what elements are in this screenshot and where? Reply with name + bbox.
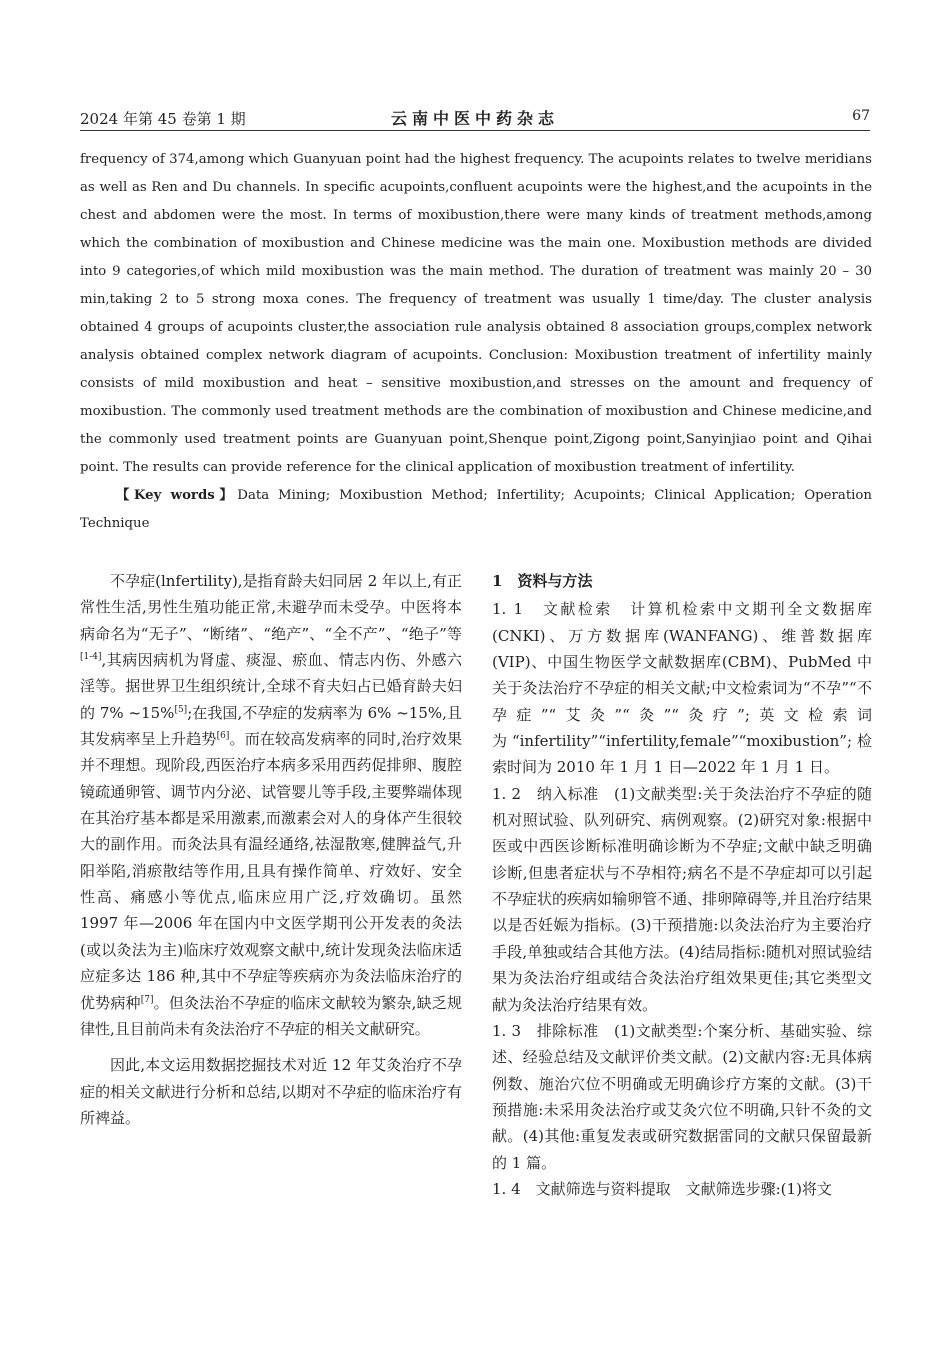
keywords-label: 【Key words】 (116, 488, 238, 503)
citation: [6] (216, 731, 230, 742)
citation: [1-4] (80, 652, 102, 663)
intro-text: 。而在较高发病率的同时,治疗效果并不理想。现阶段,西医治疗本病多采用西药促排卵、腹腔镜疏通卵管、调节内分泌、试管婴儿等手段,主要弊端体现在其治疗基本都是采用激素,而激素会对人的身体产生很较大的副作用。而灸法具有温经通络,祛湿散寒,健脾益气,升阳举陷,消瘀散结等作用,且具有操作简单、疗效好、安全性高、痛感小等优点,临床应用广泛,疗效确切。虽然 1997 年—2006 年在国内中文医学期刊公开发表的灸法(或以灸法为主)临床疗效观察文献中,统计发现灸法临床适应症多达 186 种,其中不孕症等疾病亦为灸法临床治疗的优势病种 (80, 730, 462, 1012)
intro-text: 。但灸法治不孕症的临床文献较为繁杂,缺乏规律性,且目前尚未有灸法治疗不孕症的相关文献研究。 (80, 993, 462, 1038)
intro-paragraph-1 (80, 568, 462, 1042)
intro-text: 不孕症(lnfertility),是指育龄夫妇同居 2 年以上,有正常性生活,男性生殖功能正常,未避孕而未受孕。中医将本病命名为“无子”、“断绪”、“绝产”、“全不产”、“绝子”等 (80, 572, 462, 643)
citation: [5] (174, 704, 188, 715)
citation: [7] (140, 994, 154, 1005)
left-column (80, 568, 462, 1131)
section-heading: 1 资料与方法 (492, 572, 593, 590)
intro-paragraph-2: 因此,本文运用数据挖掘技术对近 12 年艾灸治疗不孕症的相关文献进行分析和总结,以期对不孕症的临床治疗有所裨益。 (80, 1056, 462, 1127)
header-rule (80, 130, 870, 131)
intro-text: ,其病因病机为肾虚、痰湿、瘀血、情志内伤、外感六淫等。据世界卫生组织统计,全球不育夫妇占已婚育龄夫妇的 7% ~15% (80, 651, 462, 722)
english-abstract (80, 146, 872, 482)
subsection-1-4: 1. 4 文献筛选与资料提取 文献筛选步骤:(1)将文 (492, 1179, 832, 1198)
right-column (492, 568, 872, 1202)
subsection-1-2: 1. 2 纳入标准 (1)文献类型:关于灸法治疗不孕症的随机对照试验、队列研究、病例观察。(2)研究对象:根据中医或中西医诊断标准明确诊断为不孕症;文献中缺乏明确诊断,但患者症状与不孕相符;病名不是不孕症却可以引起不孕症状的疾病如输卵管不通、排卵障碍等,并且治疗结果以是否妊娠为指标。(3)干预措施:以灸法治疗为主要治疗手段,单独或结合其他方法。(4)结局指标:随机对照试验结果为灸法治疗组或结合灸法治疗组效果更佳;其它类型文献为灸法治疗结果有效。 (492, 784, 872, 1014)
keywords-text: Data Mining; Moxibustion Method; Infertility; Acupoints; Clinical Application; Operation Technique (80, 488, 872, 531)
intro-text: ;在我国,不孕症的发病率为 6% ~15%,且其发病率呈上升趋势 (80, 703, 462, 749)
subsection-1-3: 1. 3 排除标准 (1)文献类型:个案分析、基础实验、综述、经验总结及文献评价类文献。(2)文献内容:无具体病例数、施治穴位不明确或无明确诊疗方案的文献。(3)干预措施:未采用灸法治疗或艾灸穴位不明确,只针不灸的文献。(4)其他:重复发表或研究数据雷同的文献只保留最新的 1 篇。 (492, 1021, 872, 1172)
page-number: 67 (852, 108, 870, 124)
keywords (80, 482, 872, 538)
abstract-text: frequency of 374,among which Guanyuan point had the highest frequency. The acupoints relates to twelve meridians as well as Ren and Du channels. In specific acupoints,confluent acupoints were the highest,and the acupoints in the chest and abdomen were the most. In terms of moxibustion,there were many kinds of treatment methods,among which the combination of moxibustion and Chinese medicine was the main one. Moxibustion methods are divided into 9 categories,of which mild moxibustion was the main method. The duration of treatment was mainly 20 – 30 min,taking 2 to 5 strong moxa cones. The frequency of treatment was usually 1 time/day. The cluster analysis obtained 4 groups of acupoints cluster,the association rule analysis obtained 8 association groups,complex network analysis obtained complex network diagram of acupoints. Conclusion: Moxibustion treatment of infertility mainly consists of mild moxibustion and heat – sensitive moxibustion,and stresses on the amount and frequency of moxibustion. The commonly used treatment methods are the combination of moxibustion and Chinese medicine,and the commonly used treatment points are Guanyuan point,Shenque point,Zigong point,Sanyinjiao point and Qihai point. The results can provide reference for the clinical application of moxibustion treatment of infertility. (80, 152, 872, 475)
subsection-1-1: 1. 1 文献检索 计算机检索中文期刊全文数据库(CNKI)、万方数据库(WANFANG)、维普数据库(VIP)、中国生物医学文献数据库(CBM)、PubMed 中关于灸法治疗不孕症的相关文献;中文检索词为“不孕”“不孕症”“艾灸”“灸”“灸疗”;英文检索词为“infertility”“infertility,female”“moxibustion”;检索时间为 2010 年 1 月 1 日—2022 年 1 月 1 日。 (492, 600, 872, 777)
running-header (80, 106, 870, 132)
issue-info: 2024 年第 45 卷第 1 期 (80, 110, 246, 128)
journal-title: 云南中医中药杂志 (390, 109, 559, 128)
